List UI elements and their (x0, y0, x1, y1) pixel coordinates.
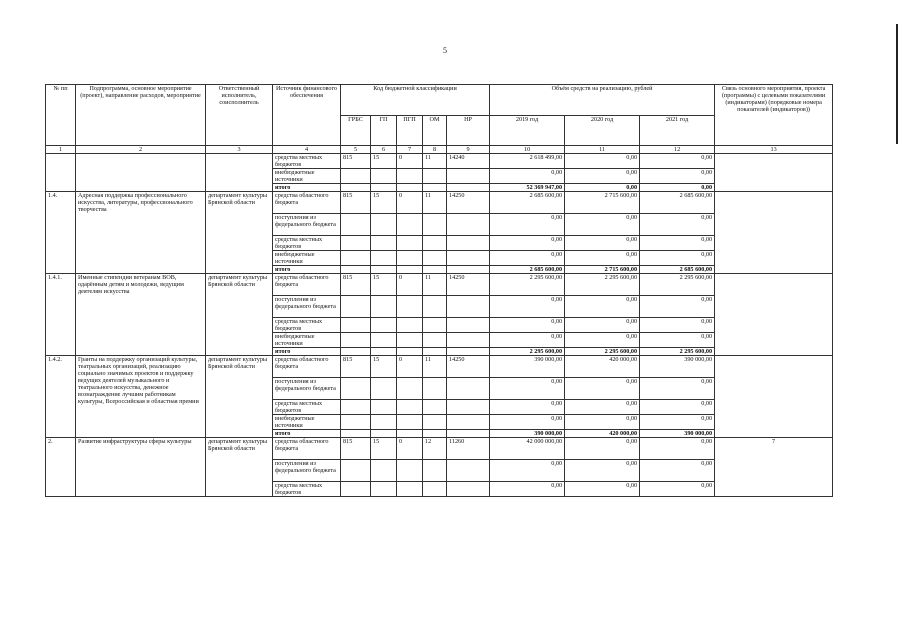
value-2021: 0,00 (640, 400, 715, 415)
value-2019: 2 685 600,00 (490, 192, 565, 214)
cell-empty (423, 296, 447, 318)
value-2021: 0,00 (640, 214, 715, 236)
nr-cell: 11260 (447, 438, 490, 460)
total-2021: 2 295 600,00 (640, 348, 715, 356)
cell-empty (423, 482, 447, 497)
column-numbers-row (46, 146, 833, 154)
value-2020: 420 000,00 (565, 356, 640, 378)
source-cell: средства местных бюджетов (273, 154, 341, 169)
cell-empty (397, 251, 423, 266)
cell-empty (423, 415, 447, 430)
source-cell: внебюджетные источники (273, 415, 341, 430)
cell-empty (341, 214, 371, 236)
cell-empty (341, 415, 371, 430)
indicator-link (715, 274, 833, 356)
cell-empty (423, 333, 447, 348)
gp-cell: 15 (371, 154, 397, 169)
indicator-link (715, 192, 833, 274)
value-2019: 390 000,00 (490, 356, 565, 378)
value-2020: 0,00 (565, 415, 640, 430)
value-2021: 0,00 (640, 236, 715, 251)
header-pgp: ПГП (397, 115, 423, 146)
cell-empty (341, 266, 371, 274)
col-number: 8 (423, 146, 447, 154)
grbs-cell: 815 (341, 274, 371, 296)
cell-empty (371, 460, 397, 482)
cell-empty (371, 430, 397, 438)
indicator-link: 7 (715, 438, 833, 497)
source-cell: средства областного бюджета (273, 192, 341, 214)
cell-empty (397, 214, 423, 236)
value-2020: 0,00 (565, 400, 640, 415)
header-nr: НР (447, 115, 490, 146)
total-2020: 2 295 600,00 (565, 348, 640, 356)
table-row (46, 274, 833, 296)
nr-cell: 14240 (447, 154, 490, 169)
value-2021: 390 000,00 (640, 356, 715, 378)
grbs-cell: 815 (341, 192, 371, 214)
cell-empty (447, 378, 490, 400)
header-2019: 2019 год (490, 115, 565, 146)
total-2019: 2 685 600,00 (490, 266, 565, 274)
header-program: Подпрограмма, основное мероприятие (проект), направление расходов, мероприятие (76, 85, 206, 146)
cell-empty (371, 348, 397, 356)
om-cell: 11 (423, 154, 447, 169)
value-2021: 2 295 600,00 (640, 274, 715, 296)
cell-empty (76, 154, 206, 192)
nr-cell: 14250 (447, 274, 490, 296)
source-cell: итого (273, 266, 341, 274)
cell-empty (423, 318, 447, 333)
cell-empty (447, 318, 490, 333)
total-2020: 420 000,00 (565, 430, 640, 438)
page-number: 5 (443, 46, 447, 55)
total-2019: 52 369 947,00 (490, 184, 565, 192)
value-2021: 0,00 (640, 169, 715, 184)
value-2020: 2 295 600,00 (565, 274, 640, 296)
pgp-cell: 0 (397, 274, 423, 296)
table-row (46, 438, 833, 460)
indicator-link (715, 356, 833, 438)
cell-empty (341, 482, 371, 497)
cell-empty (447, 482, 490, 497)
item-name: Адресная поддержка профессионального искусства, литературы, профессионального творчества (76, 192, 206, 274)
value-2021: 0,00 (640, 154, 715, 169)
cell-empty (371, 400, 397, 415)
col-number: 12 (640, 146, 715, 154)
cell-empty (397, 460, 423, 482)
cell-empty (447, 214, 490, 236)
source-cell: внебюджетные источники (273, 333, 341, 348)
cell-empty (371, 266, 397, 274)
nr-cell: 14250 (447, 356, 490, 378)
cell-empty (371, 236, 397, 251)
value-2021: 0,00 (640, 296, 715, 318)
source-cell: внебюджетные источники (273, 169, 341, 184)
cell-empty (341, 333, 371, 348)
cell-empty (423, 460, 447, 482)
source-cell: итого (273, 348, 341, 356)
cell-empty (423, 430, 447, 438)
cell-empty (397, 333, 423, 348)
col-number: 2 (76, 146, 206, 154)
item-number: 1.4.1. (46, 274, 76, 356)
value-2020: 0,00 (565, 251, 640, 266)
value-2019: 0,00 (490, 378, 565, 400)
cell-empty (447, 415, 490, 430)
value-2019: 0,00 (490, 400, 565, 415)
cell-empty (715, 154, 833, 192)
source-cell: средства областного бюджета (273, 438, 341, 460)
cell-empty (447, 296, 490, 318)
source-cell: поступления из федерального бюджета (273, 296, 341, 318)
cell-empty (423, 378, 447, 400)
item-executor: департамент культуры Брянской области (206, 438, 273, 497)
col-number: 11 (565, 146, 640, 154)
cell-empty (447, 236, 490, 251)
cell-empty (371, 415, 397, 430)
source-cell: поступления из федерального бюджета (273, 214, 341, 236)
source-cell: итого (273, 430, 341, 438)
cell-empty (341, 296, 371, 318)
pgp-cell: 0 (397, 192, 423, 214)
header-om: ОМ (423, 115, 447, 146)
cell-empty (341, 236, 371, 251)
table-row (46, 192, 833, 214)
value-2019: 0,00 (490, 214, 565, 236)
item-name: Именные стипендии ветеранам ВОВ, одарённым детям и молодежи, ведущим деятелям искусства (76, 274, 206, 356)
cell-empty (397, 236, 423, 251)
value-2021: 0,00 (640, 318, 715, 333)
om-cell: 11 (423, 356, 447, 378)
value-2020: 2 715 600,00 (565, 192, 640, 214)
om-cell: 11 (423, 274, 447, 296)
cell-empty (371, 214, 397, 236)
pgp-cell: 0 (397, 356, 423, 378)
value-2019: 0,00 (490, 333, 565, 348)
cell-empty (447, 348, 490, 356)
col-number: 4 (273, 146, 341, 154)
cell-empty (206, 154, 273, 192)
gp-cell: 15 (371, 356, 397, 378)
source-cell: поступления из федерального бюджета (273, 460, 341, 482)
cell-empty (423, 400, 447, 415)
header-executor: Ответственный исполнитель, соисполнитель (206, 85, 273, 146)
cell-empty (397, 169, 423, 184)
grbs-cell: 815 (341, 356, 371, 378)
value-2021: 0,00 (640, 415, 715, 430)
item-number: 1.4.2. (46, 356, 76, 438)
cell-empty (397, 184, 423, 192)
header-source: Источник финансового обеспечения (273, 85, 341, 146)
source-cell: средства местных бюджетов (273, 236, 341, 251)
source-cell: средства местных бюджетов (273, 400, 341, 415)
gp-cell: 15 (371, 438, 397, 460)
total-2021: 390 000,00 (640, 430, 715, 438)
cell-empty (397, 400, 423, 415)
col-number: 9 (447, 146, 490, 154)
header-2020: 2020 год (565, 115, 640, 146)
cell-empty (423, 348, 447, 356)
source-cell: внебюджетные источники (273, 251, 341, 266)
value-2021: 0,00 (640, 482, 715, 497)
total-2021: 0,00 (640, 184, 715, 192)
value-2021: 0,00 (640, 378, 715, 400)
header-grbs: ГРБС (341, 115, 371, 146)
value-2019: 42 000 000,00 (490, 438, 565, 460)
source-cell: поступления из федерального бюджета (273, 378, 341, 400)
nr-cell: 14250 (447, 192, 490, 214)
cell-empty (341, 430, 371, 438)
value-2019: 0,00 (490, 415, 565, 430)
cell-empty (423, 169, 447, 184)
col-number: 6 (371, 146, 397, 154)
col-number: 7 (397, 146, 423, 154)
om-cell: 12 (423, 438, 447, 460)
cell-empty (447, 430, 490, 438)
value-2020: 0,00 (565, 296, 640, 318)
cell-empty (447, 266, 490, 274)
value-2020: 0,00 (565, 169, 640, 184)
cell-empty (423, 184, 447, 192)
cell-empty (341, 169, 371, 184)
total-2020: 2 715 600,00 (565, 266, 640, 274)
cell-empty (341, 251, 371, 266)
value-2019: 0,00 (490, 460, 565, 482)
value-2021: 0,00 (640, 438, 715, 460)
item-number: 1.4. (46, 192, 76, 274)
value-2020: 0,00 (565, 378, 640, 400)
col-number: 5 (341, 146, 371, 154)
value-2019: 2 618 499,00 (490, 154, 565, 169)
cell-empty (397, 318, 423, 333)
header-gp: ГП (371, 115, 397, 146)
cell-empty (371, 482, 397, 497)
total-2021: 2 685 600,00 (640, 266, 715, 274)
source-cell: средства областного бюджета (273, 356, 341, 378)
cell-empty (46, 154, 76, 192)
budget-table (45, 84, 833, 497)
value-2019: 0,00 (490, 482, 565, 497)
item-name: Развитие инфраструктуры сферы культуры (76, 438, 206, 497)
table-row (46, 154, 833, 169)
cell-empty (371, 378, 397, 400)
value-2019: 0,00 (490, 169, 565, 184)
col-number: 10 (490, 146, 565, 154)
cell-empty (397, 482, 423, 497)
om-cell: 11 (423, 192, 447, 214)
col-number: 3 (206, 146, 273, 154)
header-volume-group: Объём средств на реализацию, рублей (490, 85, 715, 116)
cell-empty (397, 296, 423, 318)
source-cell: средства местных бюджетов (273, 318, 341, 333)
value-2021: 2 685 600,00 (640, 192, 715, 214)
source-cell: средства местных бюджетов (273, 482, 341, 497)
value-2020: 0,00 (565, 333, 640, 348)
cell-empty (447, 460, 490, 482)
source-cell: средства областного бюджета (273, 274, 341, 296)
value-2019: 2 295 600,00 (490, 274, 565, 296)
cell-empty (397, 430, 423, 438)
cell-empty (397, 415, 423, 430)
cell-empty (447, 400, 490, 415)
total-2020: 0,00 (565, 184, 640, 192)
header-num: № пп (46, 85, 76, 146)
cell-empty (341, 184, 371, 192)
grbs-cell: 815 (341, 154, 371, 169)
cell-empty (447, 184, 490, 192)
cell-empty (341, 378, 371, 400)
cell-empty (341, 460, 371, 482)
total-2019: 2 295 600,00 (490, 348, 565, 356)
cell-empty (341, 400, 371, 415)
total-2019: 390 000,00 (490, 430, 565, 438)
pgp-cell: 0 (397, 154, 423, 169)
value-2020: 0,00 (565, 438, 640, 460)
value-2019: 0,00 (490, 236, 565, 251)
col-number: 13 (715, 146, 833, 154)
header-row-1 (46, 85, 833, 116)
cell-empty (397, 266, 423, 274)
scan-edge-line (896, 24, 898, 144)
value-2020: 0,00 (565, 318, 640, 333)
value-2020: 0,00 (565, 236, 640, 251)
cell-empty (423, 236, 447, 251)
value-2020: 0,00 (565, 460, 640, 482)
value-2019: 0,00 (490, 318, 565, 333)
cell-empty (447, 333, 490, 348)
value-2019: 0,00 (490, 296, 565, 318)
table-row (46, 356, 833, 378)
col-number: 1 (46, 146, 76, 154)
value-2021: 0,00 (640, 251, 715, 266)
grbs-cell: 815 (341, 438, 371, 460)
cell-empty (447, 169, 490, 184)
item-executor: департамент культуры Брянской области (206, 356, 273, 438)
cell-empty (447, 251, 490, 266)
item-executor: департамент культуры Брянской области (206, 192, 273, 274)
source-cell: итого (273, 184, 341, 192)
cell-empty (397, 378, 423, 400)
cell-empty (371, 169, 397, 184)
cell-empty (423, 266, 447, 274)
item-number: 2. (46, 438, 76, 497)
cell-empty (397, 348, 423, 356)
value-2020: 0,00 (565, 482, 640, 497)
header-link: Связь основного мероприятия, проекта (программы) с целевыми показателями (индикаторами) (порядковые номера показателей (индикаторов)) (715, 85, 833, 146)
gp-cell: 15 (371, 192, 397, 214)
cell-empty (371, 333, 397, 348)
cell-empty (371, 296, 397, 318)
pgp-cell: 0 (397, 438, 423, 460)
cell-empty (371, 318, 397, 333)
cell-empty (423, 251, 447, 266)
gp-cell: 15 (371, 274, 397, 296)
cell-empty (371, 251, 397, 266)
value-2019: 0,00 (490, 251, 565, 266)
header-code-group: Код бюджетной классификации (341, 85, 490, 116)
cell-empty (341, 348, 371, 356)
item-executor: департамент культуры Брянской области (206, 274, 273, 356)
item-name: Гранты на поддержку организаций культуры, театральных организаций, реализацию социально значимых проектов и поддержку ведущих деятелей музыкального и театрального искусства, денежное вознаграждение лучшим работникам культуры, Всероссийская и областная премии (76, 356, 206, 438)
header-2021: 2021 год (640, 115, 715, 146)
value-2021: 0,00 (640, 460, 715, 482)
value-2021: 0,00 (640, 333, 715, 348)
cell-empty (341, 318, 371, 333)
cell-empty (423, 214, 447, 236)
value-2020: 0,00 (565, 214, 640, 236)
value-2020: 0,00 (565, 154, 640, 169)
cell-empty (371, 184, 397, 192)
